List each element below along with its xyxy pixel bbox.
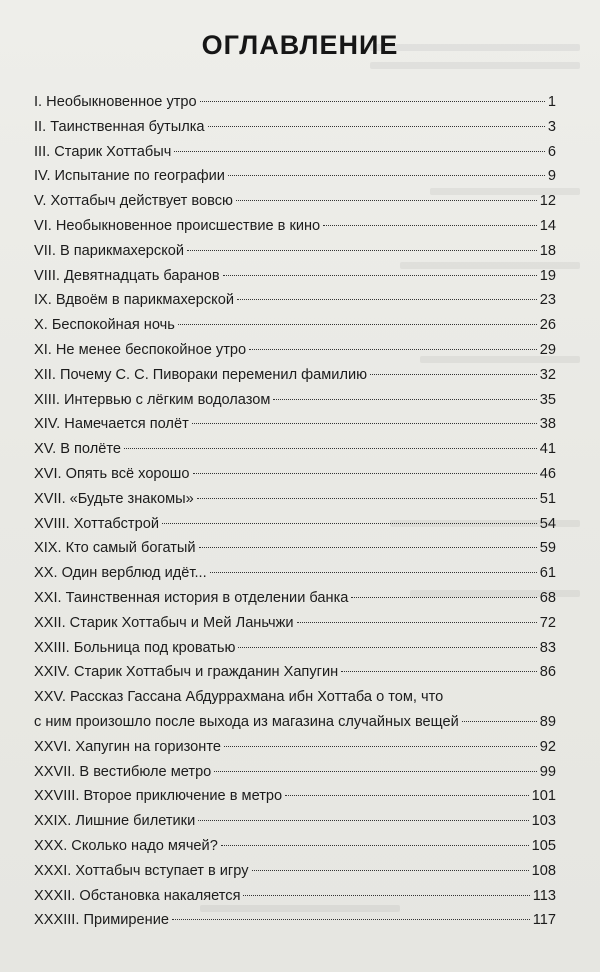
dot-leader bbox=[214, 771, 536, 772]
toc-entry bbox=[34, 586, 556, 611]
toc-entry-title: XVI. Опять всё хорошо bbox=[34, 465, 190, 482]
toc-page-number: 89 bbox=[539, 713, 556, 730]
dot-leader bbox=[462, 721, 537, 722]
toc-page-number: 51 bbox=[539, 490, 556, 507]
toc-page-number: 54 bbox=[539, 515, 556, 532]
dot-leader bbox=[192, 423, 537, 424]
dot-leader bbox=[162, 523, 537, 524]
toc-entry bbox=[34, 809, 556, 834]
toc-page-number: 35 bbox=[539, 391, 556, 408]
toc-entry bbox=[34, 214, 556, 239]
toc-page-number: 101 bbox=[531, 788, 556, 805]
toc-page-number: 1 bbox=[547, 94, 556, 110]
toc-entry-title: XXIV. Старик Хоттабыч и гражданин Хапугин bbox=[34, 664, 339, 681]
toc-page-number: 113 bbox=[532, 887, 556, 904]
toc-entry bbox=[34, 313, 556, 338]
toc-page-number: 61 bbox=[539, 565, 556, 582]
dot-leader bbox=[238, 647, 536, 648]
toc-entry bbox=[34, 388, 556, 413]
dot-leader bbox=[200, 101, 545, 102]
dot-leader bbox=[341, 671, 537, 672]
toc-entry-title: XXXIII. Примирение bbox=[34, 912, 169, 929]
toc-entry bbox=[34, 660, 556, 685]
toc-entry-title: XXV. Рассказ Гассана Абдуррахмана ибн Хоттаба о том, что bbox=[34, 689, 444, 706]
page-title: ОГЛАВЛЕНИЕ bbox=[201, 30, 399, 60]
toc-entry bbox=[34, 908, 556, 933]
show-through-line bbox=[370, 62, 580, 69]
toc-page-number: 92 bbox=[539, 738, 556, 755]
toc-entry-title: I. Необыкновенное утро bbox=[34, 94, 197, 110]
toc-entry-title: V. Хоттабыч действует вовсю bbox=[34, 193, 233, 210]
toc-entry-title: XIX. Кто самый богатый bbox=[34, 540, 196, 557]
toc-entry-title: XIV. Намечается полёт bbox=[34, 416, 189, 433]
dot-leader bbox=[124, 448, 537, 449]
toc-page-number: 68 bbox=[539, 589, 556, 606]
toc-entry-title: XXI. Таинственная история в отделении банка bbox=[34, 589, 349, 606]
toc-entry-title: с ним произошло после выхода из магазина случайных вещей bbox=[34, 713, 459, 730]
toc-entry bbox=[34, 636, 556, 661]
toc-page-number: 46 bbox=[539, 465, 556, 482]
toc-entry-title: XXXI. Хоттабыч вступает в игру bbox=[34, 862, 249, 879]
toc-page-number: 18 bbox=[539, 242, 556, 259]
toc-entry bbox=[34, 710, 556, 735]
toc-entry-title: II. Таинственная бутылка bbox=[34, 118, 205, 135]
toc-entry bbox=[34, 412, 556, 437]
toc-page-number: 9 bbox=[547, 168, 556, 185]
toc-entry-title: XV. В полёте bbox=[34, 441, 121, 458]
toc-entry bbox=[34, 859, 556, 884]
dot-leader bbox=[237, 299, 537, 300]
dot-leader bbox=[243, 895, 529, 896]
toc-entry-title: IV. Испытание по географии bbox=[34, 168, 225, 185]
dot-leader bbox=[285, 795, 529, 796]
toc-entry-title: VI. Необыкновенное происшествие в кино bbox=[34, 217, 321, 234]
toc-entry bbox=[34, 536, 556, 561]
toc-entry-title: III. Старик Хоттабыч bbox=[34, 143, 172, 160]
toc-page-number: 19 bbox=[539, 267, 556, 284]
dot-leader bbox=[178, 324, 537, 325]
toc-page-number: 72 bbox=[539, 614, 556, 631]
toc-page-number: 86 bbox=[539, 664, 556, 681]
toc-entry-title: VII. В парикмахерской bbox=[34, 242, 185, 259]
toc-entry bbox=[34, 561, 556, 586]
dot-leader bbox=[297, 622, 537, 623]
toc-entry bbox=[34, 264, 556, 289]
dot-leader bbox=[187, 250, 537, 251]
toc-page-number: 105 bbox=[531, 837, 556, 854]
toc-page-number: 32 bbox=[539, 366, 556, 383]
toc-entry bbox=[34, 884, 556, 909]
dot-leader bbox=[193, 473, 537, 474]
toc-page-number: 103 bbox=[531, 813, 556, 830]
dot-leader bbox=[221, 845, 529, 846]
toc-page-number: 117 bbox=[532, 912, 556, 929]
toc-entry-title: XXVIII. Второе приключение в метро bbox=[34, 788, 283, 805]
toc-page-number: 12 bbox=[539, 193, 556, 210]
toc-page-number: 38 bbox=[539, 416, 556, 433]
toc-entry-title: XII. Почему С. С. Пивораки переменил фамилию bbox=[34, 366, 368, 383]
toc-entry bbox=[34, 735, 556, 760]
toc-entry bbox=[34, 140, 556, 165]
toc-entry-title: XVIII. Хоттабстрой bbox=[34, 515, 159, 532]
toc-page-number: 6 bbox=[547, 143, 556, 160]
toc-page-number: 14 bbox=[539, 217, 556, 234]
toc-entry-title: XXIX. Лишние билетики bbox=[34, 813, 196, 830]
toc-page-number: 41 bbox=[539, 441, 556, 458]
toc-page-number: 26 bbox=[539, 317, 556, 334]
dot-leader bbox=[249, 349, 537, 350]
toc-entry bbox=[34, 437, 556, 462]
toc-entry-title: XI. Не менее беспокойное утро bbox=[34, 341, 247, 358]
dot-leader bbox=[224, 746, 537, 747]
dot-leader bbox=[370, 374, 537, 375]
toc-entry bbox=[34, 611, 556, 636]
dot-leader bbox=[351, 597, 536, 598]
toc-entry-title: XXVII. В вестибюле метро bbox=[34, 763, 212, 780]
dot-leader bbox=[198, 820, 528, 821]
toc-page-number: 3 bbox=[547, 118, 556, 135]
toc-entry bbox=[34, 363, 556, 388]
dot-leader bbox=[174, 151, 545, 152]
toc-page-number: 99 bbox=[539, 763, 556, 780]
toc-entry bbox=[34, 90, 556, 115]
dot-leader bbox=[210, 572, 537, 573]
toc-page-number: 108 bbox=[531, 862, 556, 879]
toc-page-number: 23 bbox=[539, 292, 556, 309]
toc-entry bbox=[34, 288, 556, 313]
toc-entry-title: XX. Один верблюд идёт... bbox=[34, 565, 207, 582]
toc-entry bbox=[34, 338, 556, 363]
toc-entry bbox=[34, 760, 556, 785]
toc-entry-title: XIII. Интервью с лёгким водолазом bbox=[34, 391, 271, 408]
toc-entry bbox=[34, 834, 556, 859]
toc-entry-title: XVII. «Будьте знакомы» bbox=[34, 490, 194, 507]
dot-leader bbox=[236, 200, 537, 201]
toc-page-number: 59 bbox=[539, 540, 556, 557]
dot-leader bbox=[199, 547, 537, 548]
toc-entry-title: XXX. Сколько надо мячей? bbox=[34, 837, 218, 854]
toc-entry-title: X. Беспокойная ночь bbox=[34, 317, 175, 334]
toc-entry-title: XXIII. Больница под кроватью bbox=[34, 639, 236, 656]
toc-entry-title: XXII. Старик Хоттабыч и Мей Ланьчжи bbox=[34, 614, 294, 631]
toc-entry-title: XXXII. Обстановка накаляется bbox=[34, 887, 241, 904]
toc-entry-title: IX. Вдвоём в парикмахерской bbox=[34, 292, 235, 309]
dot-leader bbox=[273, 399, 536, 400]
toc-entry bbox=[34, 462, 556, 487]
toc-entry bbox=[34, 239, 556, 264]
table-of-contents bbox=[34, 90, 556, 933]
toc-entry bbox=[34, 784, 556, 809]
dot-leader bbox=[323, 225, 537, 226]
dot-leader bbox=[223, 275, 537, 276]
toc-entry bbox=[34, 115, 556, 140]
toc-entry bbox=[34, 189, 556, 214]
toc-entry bbox=[34, 685, 556, 710]
dot-leader bbox=[208, 126, 545, 127]
toc-entry-title: XXVI. Хапугин на горизонте bbox=[34, 738, 221, 755]
dot-leader bbox=[252, 870, 529, 871]
toc-page-number: 83 bbox=[539, 639, 556, 656]
toc-page-number: 29 bbox=[539, 341, 556, 358]
dot-leader bbox=[228, 175, 545, 176]
toc-entry bbox=[34, 164, 556, 189]
toc-entry bbox=[34, 487, 556, 512]
toc-entry-title: VIII. Девятнадцать баранов bbox=[34, 267, 220, 284]
dot-leader bbox=[197, 498, 537, 499]
toc-entry bbox=[34, 512, 556, 537]
dot-leader bbox=[172, 919, 530, 920]
